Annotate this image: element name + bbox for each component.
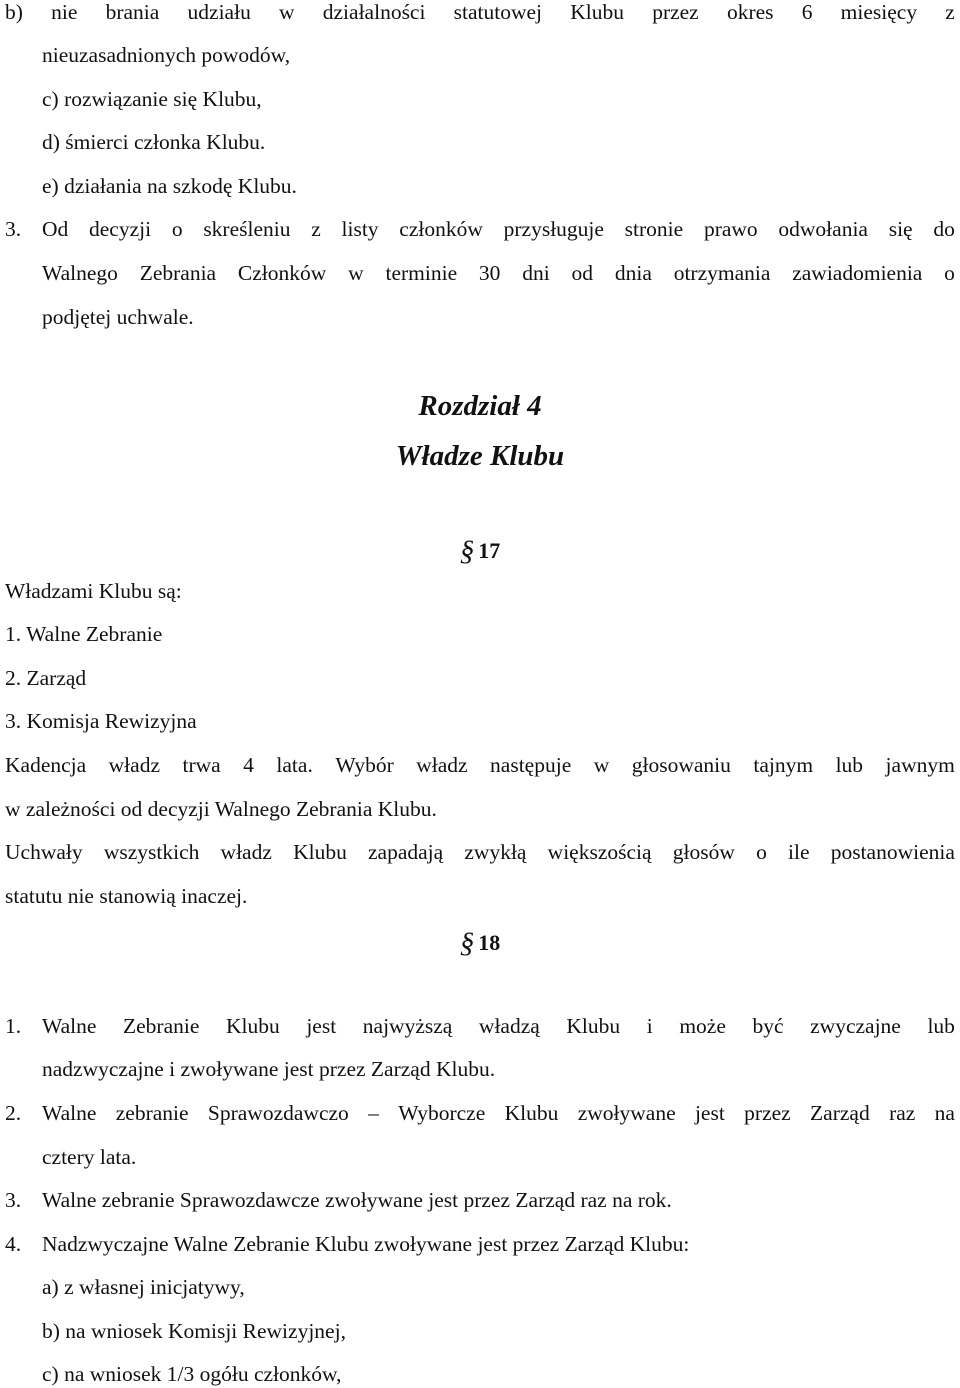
word: z	[945, 0, 955, 24]
word: z	[311, 217, 321, 241]
section-18-sub-c: c) na wniosek 1/3 ogółu członków,	[42, 1362, 342, 1386]
section-17-heading	[0, 537, 960, 566]
item-e: e) działania na szkodę Klubu.	[42, 174, 297, 198]
section-17-paragraph-2-line2: statutu nie stanowią inaczej.	[5, 884, 248, 908]
section-symbol: §	[459, 927, 475, 959]
section-18-sub-a: a) z własnej inicjatywy,	[42, 1275, 245, 1299]
word: jawnym	[885, 753, 955, 777]
section-17-intro: Władzami Klubu są:	[5, 579, 182, 603]
item-3-line2	[42, 263, 955, 285]
word: przez	[652, 0, 699, 24]
word: Walne	[42, 1101, 97, 1125]
word: Uchwały	[5, 840, 83, 864]
word: Wyborcze	[398, 1101, 486, 1125]
word: Klubu	[570, 0, 624, 24]
word: Sprawozdawczo	[207, 1101, 349, 1125]
word: może	[679, 1014, 726, 1038]
word: przysługuje	[503, 217, 604, 241]
section-18-item-1-line1	[42, 1016, 955, 1038]
section-17-list-item-3: 3. Komisja Rewizyjna	[5, 709, 197, 733]
section-18-item-1-number: 1.	[5, 1014, 22, 1038]
word: skreśleniu	[203, 217, 291, 241]
word: ile	[788, 840, 810, 864]
word: decyzji	[89, 217, 152, 241]
word: Klubu	[504, 1101, 559, 1125]
item-3-line3: podjętej uchwale.	[42, 305, 194, 329]
word: 4	[243, 753, 254, 777]
section-18-item-2-number: 2.	[5, 1101, 22, 1125]
word: władzą	[478, 1014, 540, 1038]
word: statutowej	[453, 0, 543, 24]
section-17-paragraph-1-line1	[5, 755, 955, 777]
word: zwoływane	[577, 1101, 676, 1125]
word: Walne	[42, 1014, 97, 1038]
item-d: d) śmierci członka Klubu.	[42, 130, 266, 154]
word: w	[348, 261, 364, 285]
section-18-item-4: Nadzwyczajne Walne Zebranie Klubu zwoływane jest przez Zarząd Klubu:	[42, 1232, 690, 1256]
word: członków	[399, 217, 483, 241]
word: b)	[5, 0, 23, 24]
section-18-item-3: Walne zebranie Sprawozdawcze zwoływane jest przez Zarząd raz na rok.	[42, 1188, 672, 1212]
section-18-item-3-number: 3.	[5, 1188, 22, 1212]
word: władz	[108, 753, 160, 777]
word: tajnym	[753, 753, 814, 777]
word: odwołania	[778, 217, 868, 241]
word: w	[593, 753, 610, 777]
word: głosowaniu	[631, 753, 731, 777]
word: większością	[547, 840, 652, 864]
word: –	[368, 1101, 379, 1125]
word: zwykłą	[464, 840, 527, 864]
word: przez	[744, 1101, 791, 1125]
word: Zebranie	[122, 1014, 200, 1038]
word: nie	[51, 0, 78, 24]
word: listy	[341, 217, 379, 241]
word: być	[752, 1014, 784, 1038]
section-18-heading	[0, 929, 960, 958]
word: dnia	[614, 261, 652, 285]
word: się	[888, 217, 913, 241]
section-18-item-2-line2: cztery lata.	[42, 1145, 137, 1169]
word: raz	[889, 1101, 916, 1125]
item-3-number: 3.	[5, 217, 22, 241]
word: brania	[105, 0, 160, 24]
word: zwyczajne	[810, 1014, 901, 1038]
section-number: 17	[478, 538, 501, 563]
word: i	[646, 1014, 653, 1038]
word: okres	[726, 0, 774, 24]
section-18-item-4-number: 4.	[5, 1232, 22, 1256]
word: Klubu	[293, 840, 347, 864]
word: Klubu	[225, 1014, 280, 1038]
item-3-line1	[42, 219, 955, 241]
word: zebranie	[115, 1101, 189, 1125]
word: Klubu	[566, 1014, 621, 1038]
word: trwa	[182, 753, 221, 777]
word: władz	[220, 840, 272, 864]
section-17-list-item-1: 1. Walne Zebranie	[5, 622, 163, 646]
word: lata.	[276, 753, 313, 777]
chapter-subtitle: Władze Klubu	[395, 440, 565, 472]
word: Członków	[237, 261, 327, 285]
word: o	[756, 840, 767, 864]
word: od	[571, 261, 594, 285]
word: Wybór	[335, 753, 394, 777]
word: Zarząd	[810, 1101, 870, 1125]
section-number: 18	[478, 930, 501, 955]
word: na	[934, 1101, 955, 1125]
section-symbol: §	[459, 535, 475, 567]
word: następuje	[490, 753, 572, 777]
word: terminie	[385, 261, 458, 285]
word: otrzymania	[673, 261, 771, 285]
word: dni	[522, 261, 550, 285]
word: o	[171, 217, 183, 241]
word: do	[933, 217, 955, 241]
word: stronie	[624, 217, 684, 241]
item-c: c) rozwiązanie się Klubu,	[42, 87, 262, 111]
section-18-item-1-line2: nadzwyczajne i zwoływane jest przez Zarząd Klubu.	[42, 1057, 496, 1081]
word: zapadają	[368, 840, 444, 864]
word: Walnego	[42, 261, 118, 285]
chapter-title: Rozdział 4	[418, 390, 542, 422]
word: Zebrania	[139, 261, 217, 285]
word: najwyższą	[362, 1014, 453, 1038]
item-b-line1	[5, 2, 955, 24]
word: lub	[835, 753, 864, 777]
word: miesięcy	[840, 0, 918, 24]
word: jest	[306, 1014, 337, 1038]
section-17-paragraph-1-line2: w zależności od decyzji Walnego Zebrania Klubu.	[5, 797, 437, 821]
item-b-line2: nieuzasadnionych powodów,	[42, 43, 291, 67]
section-18-item-2-line1	[42, 1103, 955, 1125]
word: głosów	[672, 840, 735, 864]
word: jest	[694, 1101, 725, 1125]
word: władz	[416, 753, 468, 777]
section-18-sub-b: b) na wniosek Komisji Rewizyjnej,	[42, 1319, 346, 1343]
section-17-paragraph-2-line1	[5, 842, 955, 864]
word: o	[944, 261, 955, 285]
section-17-list-item-2: 2. Zarząd	[5, 666, 87, 690]
word: wszystkich	[103, 840, 200, 864]
word: działalności	[322, 0, 426, 24]
word: zawiadomienia	[792, 261, 923, 285]
word: prawo	[703, 217, 758, 241]
word: lub	[927, 1014, 955, 1038]
word: 30	[478, 261, 501, 285]
word: w	[279, 0, 295, 24]
word: 6	[801, 0, 813, 24]
word: postanowienia	[830, 840, 955, 864]
word: Kadencja	[5, 753, 87, 777]
word: udziału	[187, 0, 251, 24]
word: Od	[42, 217, 69, 241]
